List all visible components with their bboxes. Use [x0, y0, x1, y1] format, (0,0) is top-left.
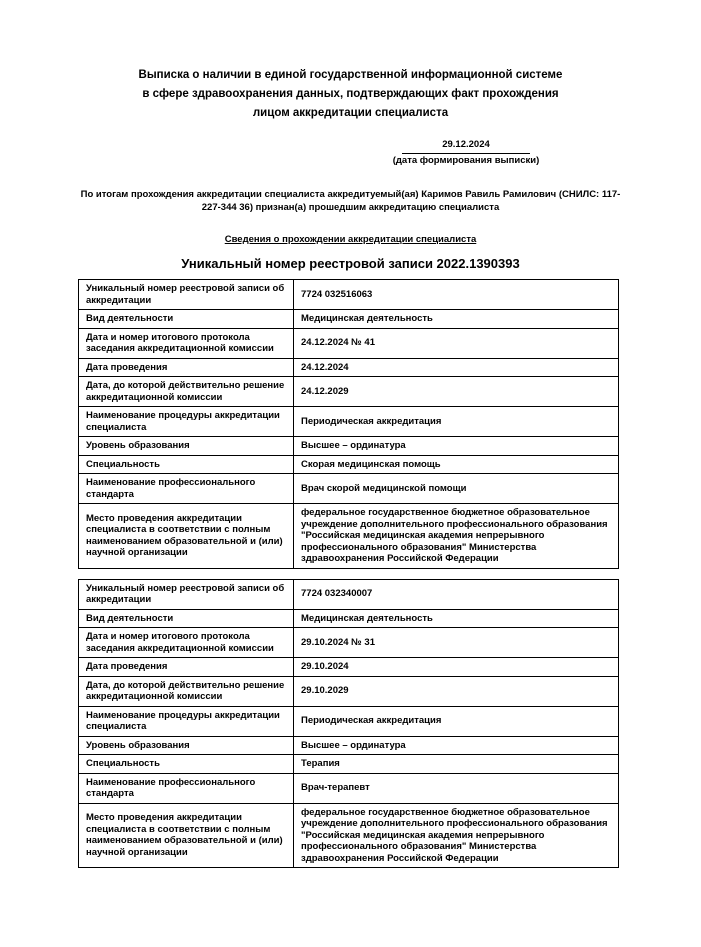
table-row [79, 328, 619, 358]
table-row [79, 773, 619, 803]
table-row [79, 358, 619, 377]
field-value-cell: 24.12.2024 [294, 358, 619, 377]
field-value-cell: Врач скорой медицинской помощи [294, 474, 619, 504]
table-row [79, 455, 619, 474]
field-label-cell: Дата проведения [79, 658, 294, 677]
table-row [79, 474, 619, 504]
table-row [79, 437, 619, 456]
accreditation-record-table-2 [78, 579, 619, 869]
field-value-cell: 29.10.2024 [294, 658, 619, 677]
table-row [79, 628, 619, 658]
table-row [79, 407, 619, 437]
document-title: Выписка о наличии в единой государственной информационной системе в сфере здравоохранения данных, подтверждающих факт прохождения лицом аккредитации специалиста [138, 69, 563, 119]
table-row [79, 609, 619, 628]
field-label-cell: Место проведения аккредитации специалиста в соответствии с полным наименованием образовательной и (или) научной организации [79, 504, 294, 569]
field-label-cell: Наименование профессионального стандарта [79, 474, 294, 504]
field-label-cell: Уровень образования [79, 736, 294, 755]
field-value-cell: Медицинская деятельность [294, 310, 619, 329]
document-page [0, 66, 701, 947]
field-value-cell: 29.10.2024 № 31 [294, 628, 619, 658]
field-value-cell: федеральное государственное бюджетное образовательное учреждение дополнительного профессионального образования "Российская медицинская академия непрерывного профессионального образования" Министерства здравоохранения Российской Федерации [294, 803, 619, 868]
field-value-cell: Терапия [294, 755, 619, 774]
field-label-cell: Вид деятельности [79, 609, 294, 628]
table-row [79, 504, 619, 569]
field-label-cell: Дата, до которой действительно решение аккредитационной комиссии [79, 676, 294, 706]
table-row [79, 280, 619, 310]
table-row [79, 736, 619, 755]
table-row [79, 755, 619, 774]
field-label-cell: Дата, до которой действительно решение аккредитационной комиссии [79, 377, 294, 407]
field-label-cell: Уникальный номер реестровой записи об аккредитации [79, 579, 294, 609]
field-value-cell: Периодическая аккредитация [294, 706, 619, 736]
table-row [79, 310, 619, 329]
field-value-cell: Периодическая аккредитация [294, 407, 619, 437]
table-row [79, 676, 619, 706]
field-label-cell: Место проведения аккредитации специалиста в соответствии с полным наименованием образовательной и (или) научной организации [79, 803, 294, 868]
field-value-cell: Высшее – ординатура [294, 437, 619, 456]
field-label-cell: Уровень образования [79, 437, 294, 456]
field-label-cell: Наименование процедуры аккредитации специалиста [79, 407, 294, 437]
table-row [79, 658, 619, 677]
field-label-cell: Наименование профессионального стандарта [79, 773, 294, 803]
field-value-cell: Скорая медицинская помощь [294, 455, 619, 474]
field-value-cell: Медицинская деятельность [294, 609, 619, 628]
accreditation-record-table-1 [78, 279, 619, 569]
generation-date-value: 29.12.2024 [402, 139, 530, 154]
field-value-cell: 24.12.2029 [294, 377, 619, 407]
field-label-cell: Специальность [79, 755, 294, 774]
field-value-cell: 24.12.2024 № 41 [294, 328, 619, 358]
accreditation-intro-text: По итогам прохождения аккредитации специалиста аккредитуемый(ая) Каримов Равиль Рамилович (СНИЛС: 117-227-344 36) признан(а) прошедшим аккредитацию специалиста [80, 189, 621, 213]
field-label-cell: Вид деятельности [79, 310, 294, 329]
field-label-cell: Дата и номер итогового протокола заседания аккредитационной комиссии [79, 328, 294, 358]
field-value-cell: 7724 032340007 [294, 579, 619, 609]
field-value-cell: 29.10.2029 [294, 676, 619, 706]
field-value-cell: Высшее – ординатура [294, 736, 619, 755]
records-section-heading: Сведения о прохождении аккредитации специалиста [224, 234, 477, 245]
unique-registry-number-heading: Уникальный номер реестровой записи 2022.1390393 [181, 256, 520, 271]
field-label-cell: Уникальный номер реестровой записи об аккредитации [79, 280, 294, 310]
table-row [79, 803, 619, 868]
table-row [79, 706, 619, 736]
field-label-cell: Дата проведения [79, 358, 294, 377]
field-label-cell: Наименование процедуры аккредитации специалиста [79, 706, 294, 736]
generation-date-caption: (дата формирования выписки) [392, 155, 540, 166]
field-label-cell: Специальность [79, 455, 294, 474]
generation-date-block [371, 139, 561, 167]
table-row [79, 579, 619, 609]
field-label-cell: Дата и номер итогового протокола заседания аккредитационной комиссии [79, 628, 294, 658]
field-value-cell: федеральное государственное бюджетное образовательное учреждение дополнительного профессионального образования "Российская медицинская академия непрерывного профессионального образования" Министерства здравоохранения Российской Федерации [294, 504, 619, 569]
table-row [79, 377, 619, 407]
field-value-cell: 7724 032516063 [294, 280, 619, 310]
field-value-cell: Врач-терапевт [294, 773, 619, 803]
